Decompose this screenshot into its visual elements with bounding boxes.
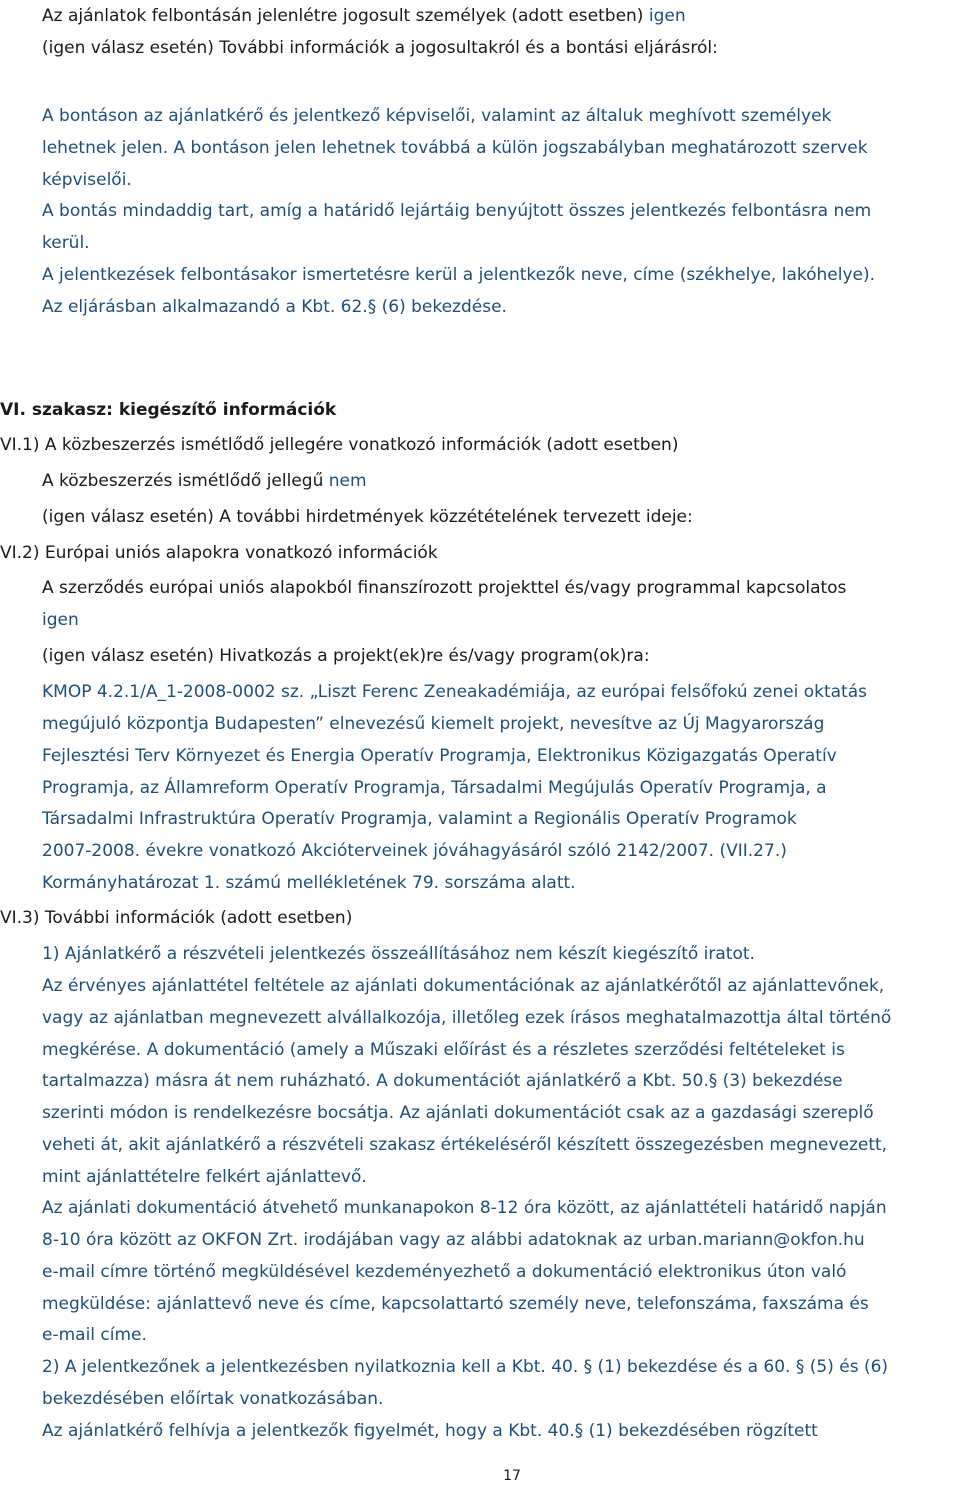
- opening-info-line: A bontás mindaddig tart, amíg a határidő lejártáig benyújtott összes jelentkezés felbontásra nem: [42, 201, 872, 221]
- vi3-info-line: Az ajánlati dokumentáció átvehető munkanapokon 8-12 óra között, az ajánlattételi határidő napján: [42, 1198, 887, 1218]
- opening-info-line: képviselői.: [42, 170, 132, 190]
- vi2-reference-line: KMOP 4.2.1/A_1-2008-0002 sz. „Liszt Ferenc Zeneakadémiája, az európai felsőfokú zenei oktatás: [42, 682, 867, 702]
- opening-attendance-label: Az ajánlatok felbontásán jelenlétre jogosult személyek (adott esetben): [42, 6, 644, 26]
- vi3-info-line: szerinti módon is rendelkezésre bocsátja. Az ajánlati dokumentációt csak az a gazdasági szereplő: [42, 1103, 874, 1123]
- section-vi-heading: VI. szakasz: kiegészítő információk: [0, 400, 337, 420]
- vi3-info-line: megküldése: ajánlattevő neve és címe, kapcsolattartó személy neve, telefonszáma, faxszáma és: [42, 1294, 869, 1314]
- vi3-info-line: e-mail címre történő megküldésével kezdeményezhető a dokumentáció elektronikus úton való: [42, 1262, 847, 1282]
- vi1-title: VI.1) A közbeszerzés ismétlődő jellegére vonatkozó információk (adott esetben): [0, 435, 679, 455]
- vi3-info-line: Az ajánlatkérő felhívja a jelentkezők figyelmét, hogy a Kbt. 40.§ (1) bekezdésében rögzített: [42, 1421, 818, 1441]
- vi2-reference-line: Programja, az Államreform Operatív Programja, Társadalmi Megújulás Operatív Programja, a: [42, 778, 827, 798]
- opening-info-label: (igen válasz esetén) További információk a jogosultakról és a bontási eljárásról:: [42, 38, 718, 58]
- vi3-info-line: megkérése. A dokumentáció (amely a Műszaki előírást és a részletes szerződési feltételeket is: [42, 1040, 845, 1060]
- opening-info-line: A bontáson az ajánlatkérő és jelentkező képviselői, valamint az általuk meghívott személyek: [42, 106, 832, 126]
- vi3-info-line: veheti át, akit ajánlatkérő a részvételi szakasz értékeléséről készített összegezésben megnevezett,: [42, 1135, 888, 1155]
- opening-attendance-line: [42, 1, 686, 33]
- vi1-followup: (igen válasz esetén) A további hirdetmények közzétételének tervezett ideje:: [42, 507, 693, 527]
- vi2-reference-line: Fejlesztési Terv Környezet és Energia Operatív Programja, Elektronikus Közigazgatás Operatív: [42, 746, 837, 766]
- opening-attendance-value: igen: [648, 6, 686, 26]
- vi2-question: A szerződés európai uniós alapokból finanszírozott projekttel és/vagy programmal kapcsolatos: [42, 578, 847, 598]
- vi2-title: VI.2) Európai uniós alapokra vonatkozó információk: [0, 543, 438, 563]
- opening-info-line: kerül.: [42, 233, 90, 253]
- vi3-info-line: 1) Ajánlatkérő a részvételi jelentkezés összeállításához nem készít kiegészítő iratot.: [42, 944, 755, 964]
- vi3-info-line: e-mail címe.: [42, 1325, 147, 1345]
- opening-info-line: Az eljárásban alkalmazandó a Kbt. 62.§ (6) bekezdése.: [42, 297, 507, 317]
- opening-info-line: lehetnek jelen. A bontáson jelen lehetnek továbbá a külön jogszabályban meghatározott szervek: [42, 138, 868, 158]
- vi2-reference-line: 2007-2008. évekre vonatkozó Akcióterveinek jóváhagyásáról szóló 2142/2007. (VII.27.): [42, 841, 787, 861]
- vi3-title: VI.3) További információk (adott esetben): [0, 908, 353, 928]
- vi3-info-line: bekezdésében előírtak vonatkozásában.: [42, 1389, 384, 1409]
- vi2-value: igen: [42, 610, 79, 630]
- vi3-info-line: Az érvényes ajánlattétel feltétele az ajánlati dokumentációnak az ajánlatkérőtől az ajánlattevőnek,: [42, 976, 885, 996]
- vi2-followup: (igen válasz esetén) Hivatkozás a projekt(ek)re és/vagy program(ok)ra:: [42, 646, 650, 666]
- vi3-info-line: mint ajánlattételre felkért ajánlattevő.: [42, 1167, 367, 1187]
- vi2-reference-line: Társadalmi Infrastruktúra Operatív Programja, valamint a Regionális Operatív Programok: [42, 809, 797, 829]
- vi1-recurrence-value: nem: [328, 471, 367, 491]
- vi1-recurrence-label: A közbeszerzés ismétlődő jellegű: [42, 471, 324, 491]
- page-number: 17: [503, 1468, 521, 1484]
- opening-info-line: A jelentkezések felbontásakor ismertetésre kerül a jelentkezők neve, címe (székhelye, lakóhelye).: [42, 265, 876, 285]
- vi3-info-line: vagy az ajánlatban megnevezett alvállalkozója, illetőleg ezek írásos meghatalmazottja által történő: [42, 1008, 892, 1028]
- vi3-info-line: tartalmazza) másra át nem ruházható. A dokumentációt ajánlatkérő a Kbt. 50.§ (3) bekezdése: [42, 1071, 843, 1091]
- vi2-reference-line: Kormányhatározat 1. számú mellékletének 79. sorszáma alatt.: [42, 873, 576, 893]
- vi2-reference-line: megújuló központja Budapesten” elnevezésű kiemelt projekt, nevesítve az Új Magyarország: [42, 714, 825, 734]
- vi3-info-line: 8-10 óra között az OKFON Zrt. irodájában vagy az alábbi adatoknak az urban.mariann@okfon.hu: [42, 1230, 865, 1250]
- vi1-recurrence-line: [42, 466, 367, 498]
- vi3-info-line: 2) A jelentkezőnek a jelentkezésben nyilatkoznia kell a Kbt. 40. § (1) bekezdése és a 60. § (5) és (6): [42, 1357, 889, 1377]
